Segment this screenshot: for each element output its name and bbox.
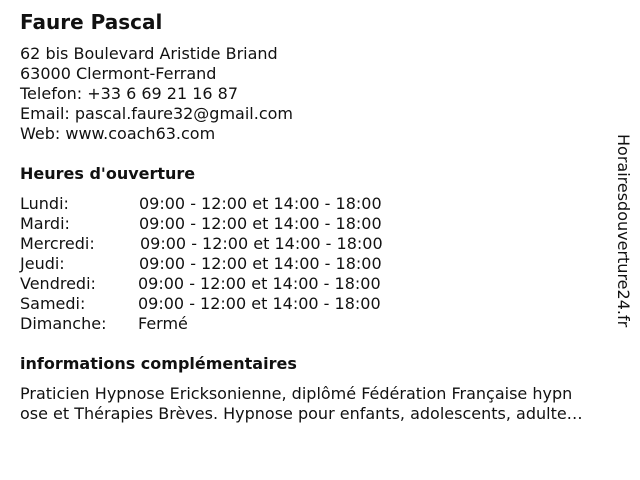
hours-heading: Heures d'ouverture	[20, 164, 196, 183]
day-label: Vendredi:	[20, 274, 96, 293]
hours-row-sunday	[20, 314, 440, 334]
day-hours: 09:00 - 12:00 et 14:00 - 18:00	[139, 254, 382, 273]
hours-row-monday	[20, 194, 440, 214]
address-line-1: 62 bis Boulevard Aristide Briand	[20, 44, 278, 63]
day-label: Lundi:	[20, 194, 69, 213]
address-line-2: 63000 Clermont-Ferrand	[20, 64, 217, 83]
opening-hours-table	[20, 194, 440, 334]
info-heading: informations complémentaires	[20, 354, 297, 373]
day-label: Mardi:	[20, 214, 70, 233]
day-hours: 09:00 - 12:00 et 14:00 - 18:00	[140, 234, 383, 253]
day-hours: 09:00 - 12:00 et 14:00 - 18:00	[138, 294, 381, 313]
hours-row-thursday	[20, 254, 440, 274]
day-label: Mercredi:	[20, 234, 95, 253]
info-line-2: ose et Thérapies Brèves. Hypnose pour enfants, adolescents, adulte…	[20, 404, 583, 423]
hours-row-friday	[20, 274, 440, 294]
business-name: Faure Pascal	[20, 10, 163, 34]
hours-row-saturday	[20, 294, 440, 314]
hours-row-tuesday	[20, 214, 440, 234]
day-label: Jeudi:	[20, 254, 65, 273]
day-hours: Fermé	[138, 314, 188, 333]
day-label: Samedi:	[20, 294, 86, 313]
day-hours: 09:00 - 12:00 et 14:00 - 18:00	[139, 194, 382, 213]
day-hours: 09:00 - 12:00 et 14:00 - 18:00	[138, 274, 381, 293]
day-hours: 09:00 - 12:00 et 14:00 - 18:00	[139, 214, 382, 233]
contact-block	[20, 44, 293, 144]
info-line-1: Praticien Hypnose Ericksonienne, diplômé Fédération Française hypn	[20, 384, 573, 403]
site-watermark: Horairesdouverture24.fr	[614, 134, 633, 328]
info-description	[20, 384, 632, 424]
phone-line: Telefon: +33 6 69 21 16 87	[20, 84, 239, 103]
email-line: Email: pascal.faure32@gmail.com	[20, 104, 293, 123]
web-line: Web: www.coach63.com	[20, 124, 216, 143]
hours-row-wednesday	[20, 234, 440, 254]
day-label: Dimanche:	[20, 314, 107, 333]
